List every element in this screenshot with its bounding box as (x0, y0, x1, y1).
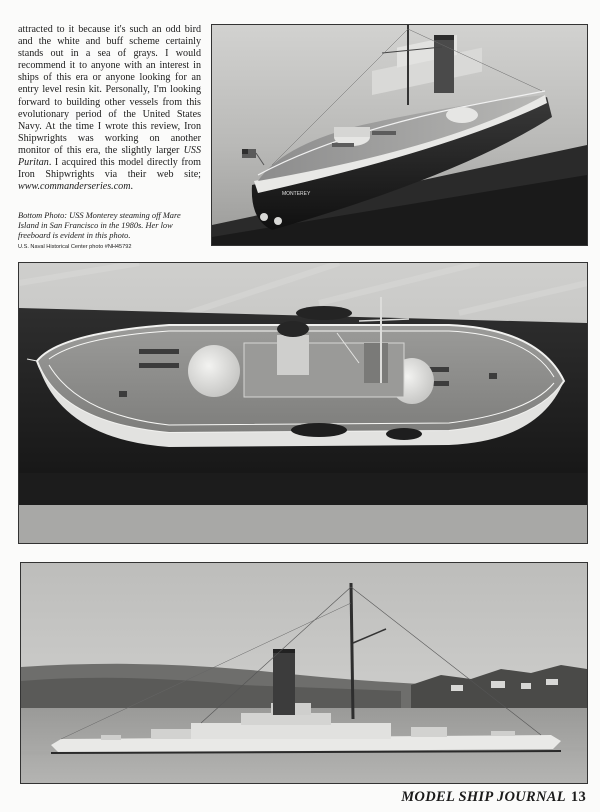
page-footer (401, 789, 586, 806)
photo-credit: U.S. Naval Historical Center photo #NH45792 (18, 244, 132, 251)
model-nameplate: MONTEREY (282, 191, 311, 197)
historic-ship-photo (20, 562, 588, 784)
body-text-segment: . (130, 181, 134, 193)
magazine-title: MODEL SHIP JOURNAL (401, 789, 566, 805)
page-number: 13 (570, 789, 586, 805)
ship-name-puritan: USS Puritan (18, 144, 201, 169)
model-stern-photo (211, 24, 588, 246)
body-text-segment: attracted to it because it's such an odd bird and the white and buff scheme certainly stands out in a sea of grays. I would recommend it to anyone with an interest in ships of this era or anyone looking for an entry level resin kit. Personally, I'm looking forward to building other vessels from this evolutionary period of the United States Navy. At the time I wrote this review, Iron Shipwrights was working on another monitor of this era, the slightly larger (18, 24, 201, 156)
historic-ship-photo-graphic (21, 563, 587, 783)
body-text-segment: . I acquired this model directly from Iron Shipwrights via their web site; (18, 157, 201, 181)
model-overhead-photo (18, 262, 588, 544)
model-stern-photo-graphic (212, 25, 587, 245)
website-link[interactable]: www.commanderseries.com (18, 181, 131, 193)
model-overhead-photo-graphic (19, 263, 587, 543)
article-body-paragraph (18, 24, 201, 193)
photo-caption: Bottom Photo: USS Monterey steaming off Mare Island in San Francisco in the 1980s. Her low freeboard is evident in this photo. (18, 211, 181, 241)
article-text-column (18, 24, 201, 251)
